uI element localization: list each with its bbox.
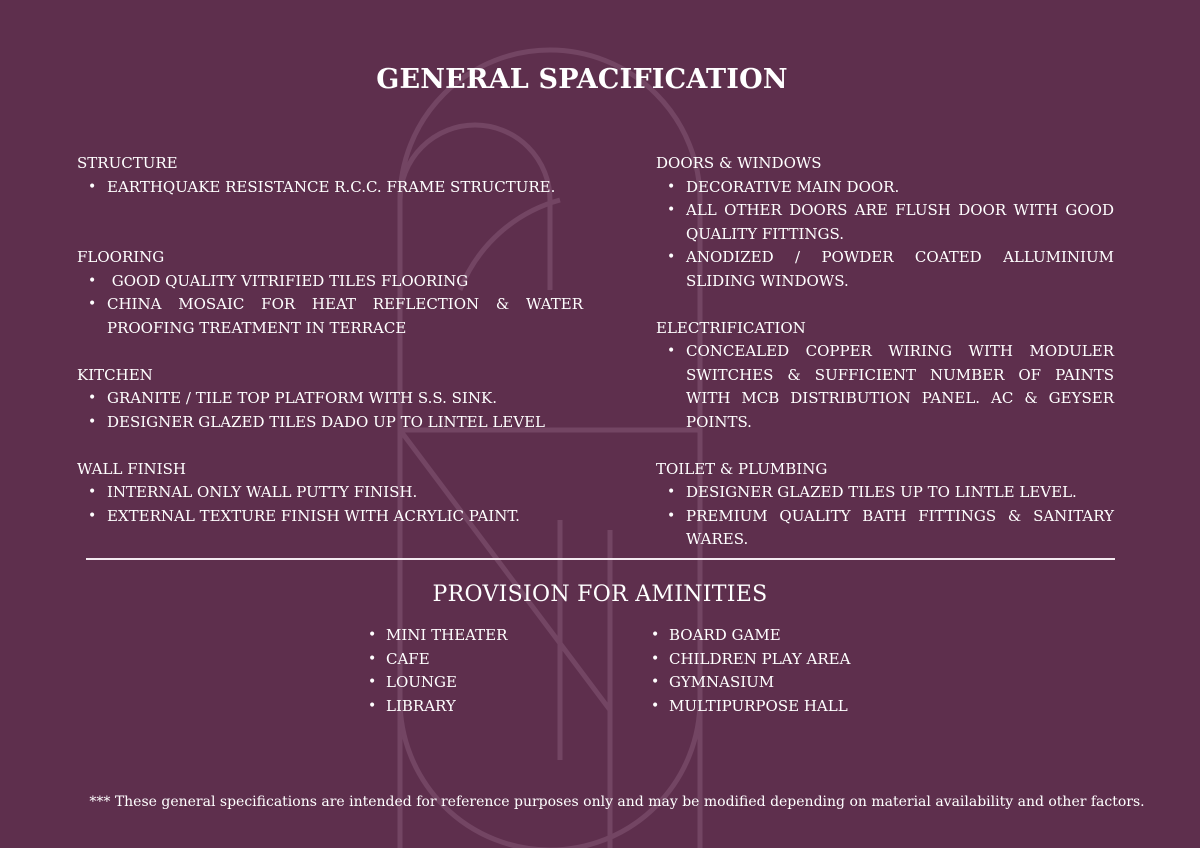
list-item: • DESIGNER GLAZED TILES UP TO LINTLE LEVEL. — [656, 481, 1114, 505]
amenity-item: • CHILDREN PLAY AREA — [649, 648, 909, 672]
section-heading: TOILET & PLUMBING — [656, 459, 828, 478]
section-toilet-plumbing — [656, 458, 1114, 552]
amenities-right-list — [649, 624, 909, 718]
section-heading: STRUCTURE — [77, 154, 178, 172]
amenity-item: • BOARD GAME — [649, 624, 909, 648]
amenities-left-list — [366, 624, 626, 718]
amenities-title: PROVISION FOR AMINITIES — [432, 582, 768, 607]
section-doors-windows — [656, 152, 1114, 293]
list-item: • CONCEALED COPPER WIRING WITH MODULER SWITCHES & SUFFICIENT NUMBER OF PAINTS WITH MCB DISTRIBUTION PANEL. AC & GEYSER POINTS. — [656, 340, 1114, 434]
section-heading: WALL FINISH — [77, 459, 186, 478]
right-spec-column — [656, 152, 1114, 552]
list-item: • EARTHQUAKE RESISTANCE R.C.C. FRAME STRUCTURE. — [77, 176, 583, 200]
amenity-item: • MINI THEATER — [366, 624, 626, 648]
list-item: • EXTERNAL TEXTURE FINISH WITH ACRYLIC PAINT. — [77, 505, 583, 529]
list-item: • GRANITE / TILE TOP PLATFORM WITH S.S. SINK. — [77, 387, 583, 411]
amenity-item: • GYMNASIUM — [649, 671, 909, 695]
list-item: • CHINA MOSAIC FOR HEAT REFLECTION & WATER PROOFING TREATMENT IN TERRACE — [77, 293, 583, 340]
list-item: • DECORATIVE MAIN DOOR. — [656, 176, 1114, 200]
list-item: • GOOD QUALITY VITRIFIED TILES FLOORING — [77, 270, 583, 294]
left-spec-column — [77, 152, 583, 528]
section-flooring — [77, 246, 583, 340]
page-title: GENERAL SPACIFICATION — [376, 64, 788, 95]
list-item: • ANODIZED / POWDER COATED ALLUMINIUM SLIDING WINDOWS. — [656, 246, 1114, 293]
amenity-item: • MULTIPURPOSE HALL — [649, 695, 909, 719]
section-structure — [77, 152, 583, 199]
disclaimer-footnote: *** These general specifications are intended for reference purposes only and may be modified depending on material availability and other factors. — [89, 794, 1145, 810]
section-electrification — [656, 317, 1114, 435]
section-heading: FLOORING — [77, 248, 165, 266]
amenity-item: • LIBRARY — [366, 695, 626, 719]
list-item: • INTERNAL ONLY WALL PUTTY FINISH. — [77, 481, 583, 505]
section-heading: KITCHEN — [77, 365, 153, 384]
amenity-item: • CAFE — [366, 648, 626, 672]
section-wall-finish — [77, 458, 583, 529]
amenity-item: • LOUNGE — [366, 671, 626, 695]
section-kitchen — [77, 364, 583, 435]
list-item: • PREMIUM QUALITY BATH FITTINGS & SANITARY WARES. — [656, 505, 1114, 552]
section-heading: DOORS & WINDOWS — [656, 154, 822, 172]
list-item: • DESIGNER GLAZED TILES DADO UP TO LINTEL LEVEL — [77, 411, 583, 435]
section-divider — [86, 558, 1115, 560]
list-item: • ALL OTHER DOORS ARE FLUSH DOOR WITH GOOD QUALITY FITTINGS. — [656, 199, 1114, 246]
section-heading: ELECTRIFICATION — [656, 318, 806, 337]
